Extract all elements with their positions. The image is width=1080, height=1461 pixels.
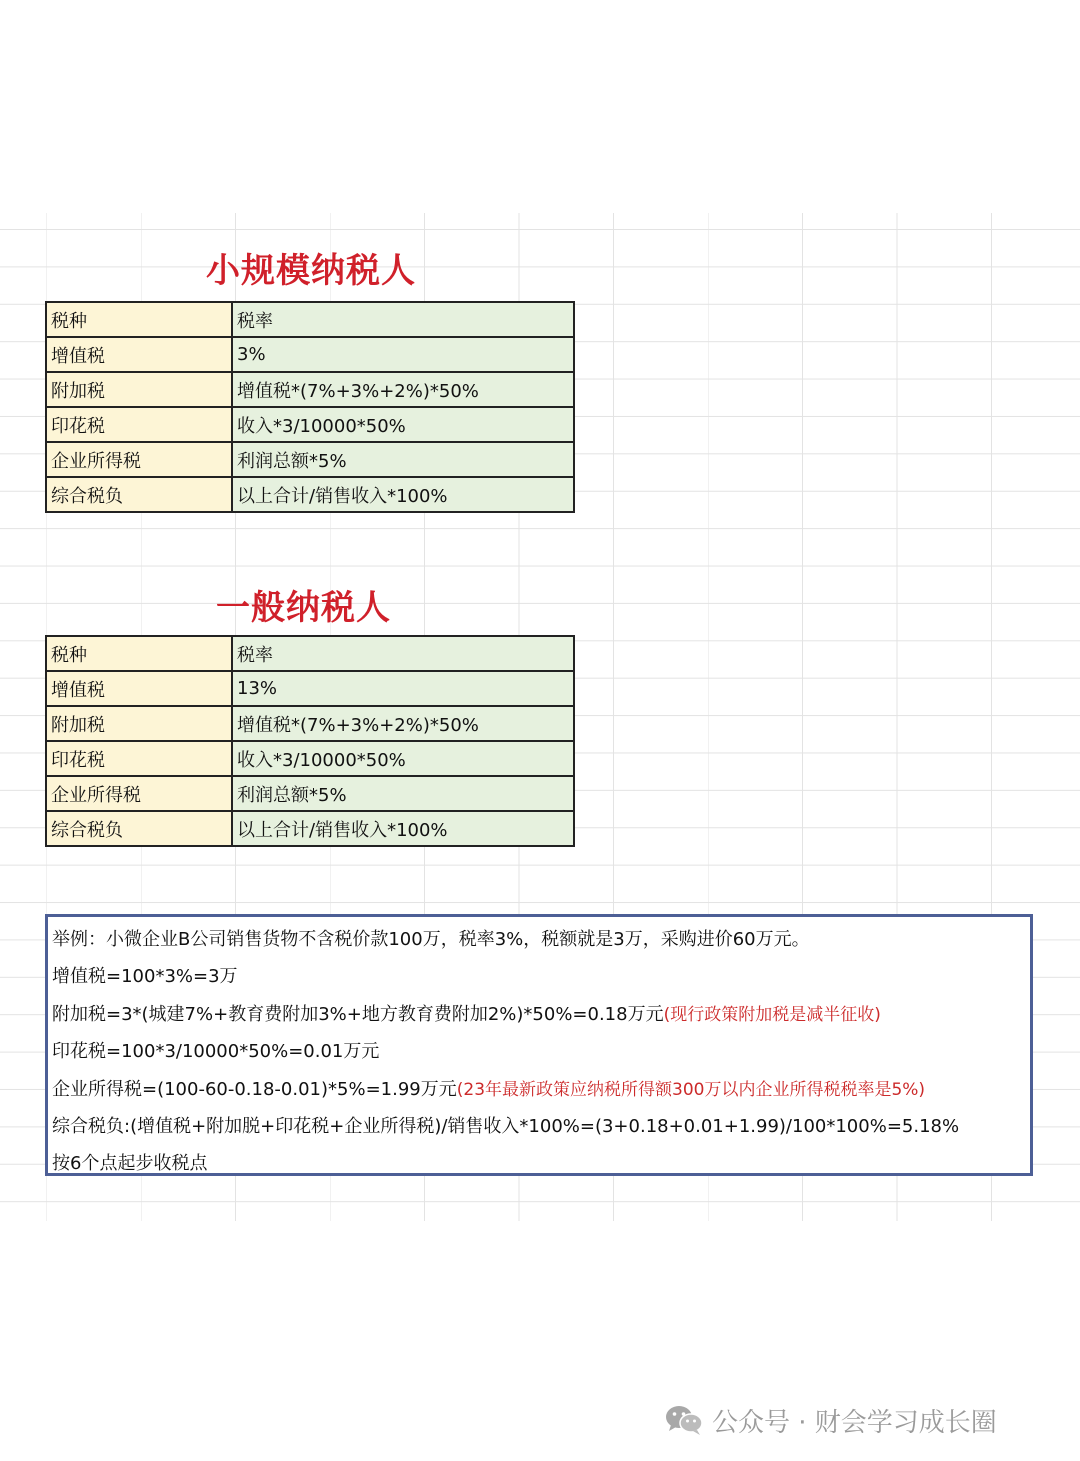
tax-type-cell[interactable]: 综合税负 — [46, 477, 232, 512]
example-intro-line[interactable]: 举例：小微企业B公司销售货物不含税价款100万，税率3%，税额就是3万，采购进价60万元。 — [52, 929, 810, 950]
table-row — [46, 407, 574, 442]
tax-rate-cell[interactable]: 收入*3/10000*50% — [232, 741, 574, 776]
watermark — [664, 1400, 997, 1440]
income-tax-calc-line[interactable] — [52, 1071, 1030, 1108]
tax-type-cell[interactable]: 附加税 — [46, 372, 232, 407]
tax-type-header[interactable]: 税种 — [46, 636, 232, 671]
tax-rate-cell[interactable]: 增值税*(7%+3%+2%)*50% — [232, 706, 574, 741]
tax-type-cell[interactable]: 企业所得税 — [46, 776, 232, 811]
tax-rate-cell[interactable]: 利润总额*5% — [232, 776, 574, 811]
example-box — [45, 914, 1033, 1176]
tax-type-cell[interactable]: 附加税 — [46, 706, 232, 741]
tax-type-header[interactable]: 税种 — [46, 302, 232, 337]
small-taxpayer-title: 小规模纳税人 — [206, 251, 416, 291]
table-row — [46, 811, 574, 846]
tax-rate-cell[interactable]: 利润总额*5% — [232, 442, 574, 477]
stamp-duty-calc-line[interactable]: 印花税=100*3/10000*50%=0.01万元 — [52, 1041, 380, 1063]
tax-type-cell[interactable]: 增值税 — [46, 337, 232, 372]
tax-rate-header[interactable]: 税率 — [232, 636, 574, 671]
total-burden-calc-line[interactable]: 综合税负:(增值税+附加脱+印花税+企业所得税)/销售收入*100%=(3+0.18+0.01+1.99)/100*100%=5.18% — [52, 1115, 960, 1137]
table-row — [46, 337, 574, 372]
table-row — [46, 741, 574, 776]
table-header-row — [46, 302, 574, 337]
tax-rate-cell[interactable]: 3% — [232, 337, 574, 372]
income-tax-calc-text: 企业所得税=(100-60-0.18-0.01)*5%=1.99万元 — [52, 1078, 457, 1100]
tax-rate-cell[interactable]: 增值税*(7%+3%+2%)*50% — [232, 372, 574, 407]
surcharge-note: (现行政策附加税是减半征收) — [663, 1004, 881, 1025]
table-header-row — [46, 636, 574, 671]
surcharge-calc-text: 附加税=3*(城建7%+教育费附加3%+地方教育费附加2%)*50%=0.18万元 — [52, 1003, 664, 1025]
tax-type-cell[interactable]: 增值税 — [46, 671, 232, 706]
watermark-text: 公众号 · 财会学习成长圈 — [712, 1407, 997, 1438]
wechat-icon — [664, 1404, 704, 1436]
table-row — [46, 372, 574, 407]
tax-rate-header[interactable]: 税率 — [232, 302, 574, 337]
table-row — [46, 776, 574, 811]
tax-type-cell[interactable]: 印花税 — [46, 407, 232, 442]
income-tax-note: (23年最新政策应纳税所得额300万以内企业所得税税率是5%) — [456, 1079, 926, 1100]
threshold-note-line[interactable]: 按6个点起步收税点 — [52, 1153, 208, 1175]
tax-rate-cell[interactable]: 以上合计/销售收入*100% — [232, 477, 574, 512]
small-taxpayer-table — [45, 301, 575, 513]
table-row — [46, 706, 574, 741]
tax-rate-cell[interactable]: 13% — [232, 671, 574, 706]
table-row — [46, 442, 574, 477]
general-taxpayer-table — [45, 635, 575, 847]
tax-rate-cell[interactable]: 收入*3/10000*50% — [232, 407, 574, 442]
vat-calc-line[interactable]: 增值税=100*3%=3万 — [52, 966, 238, 988]
table-row — [46, 477, 574, 512]
general-taxpayer-title: 一般纳税人 — [216, 588, 391, 628]
table-row — [46, 671, 574, 706]
tax-type-cell[interactable]: 企业所得税 — [46, 442, 232, 477]
tax-rate-cell[interactable]: 以上合计/销售收入*100% — [232, 811, 574, 846]
tax-type-cell[interactable]: 印花税 — [46, 741, 232, 776]
surcharge-calc-line[interactable] — [52, 996, 1030, 1033]
tax-type-cell[interactable]: 综合税负 — [46, 811, 232, 846]
